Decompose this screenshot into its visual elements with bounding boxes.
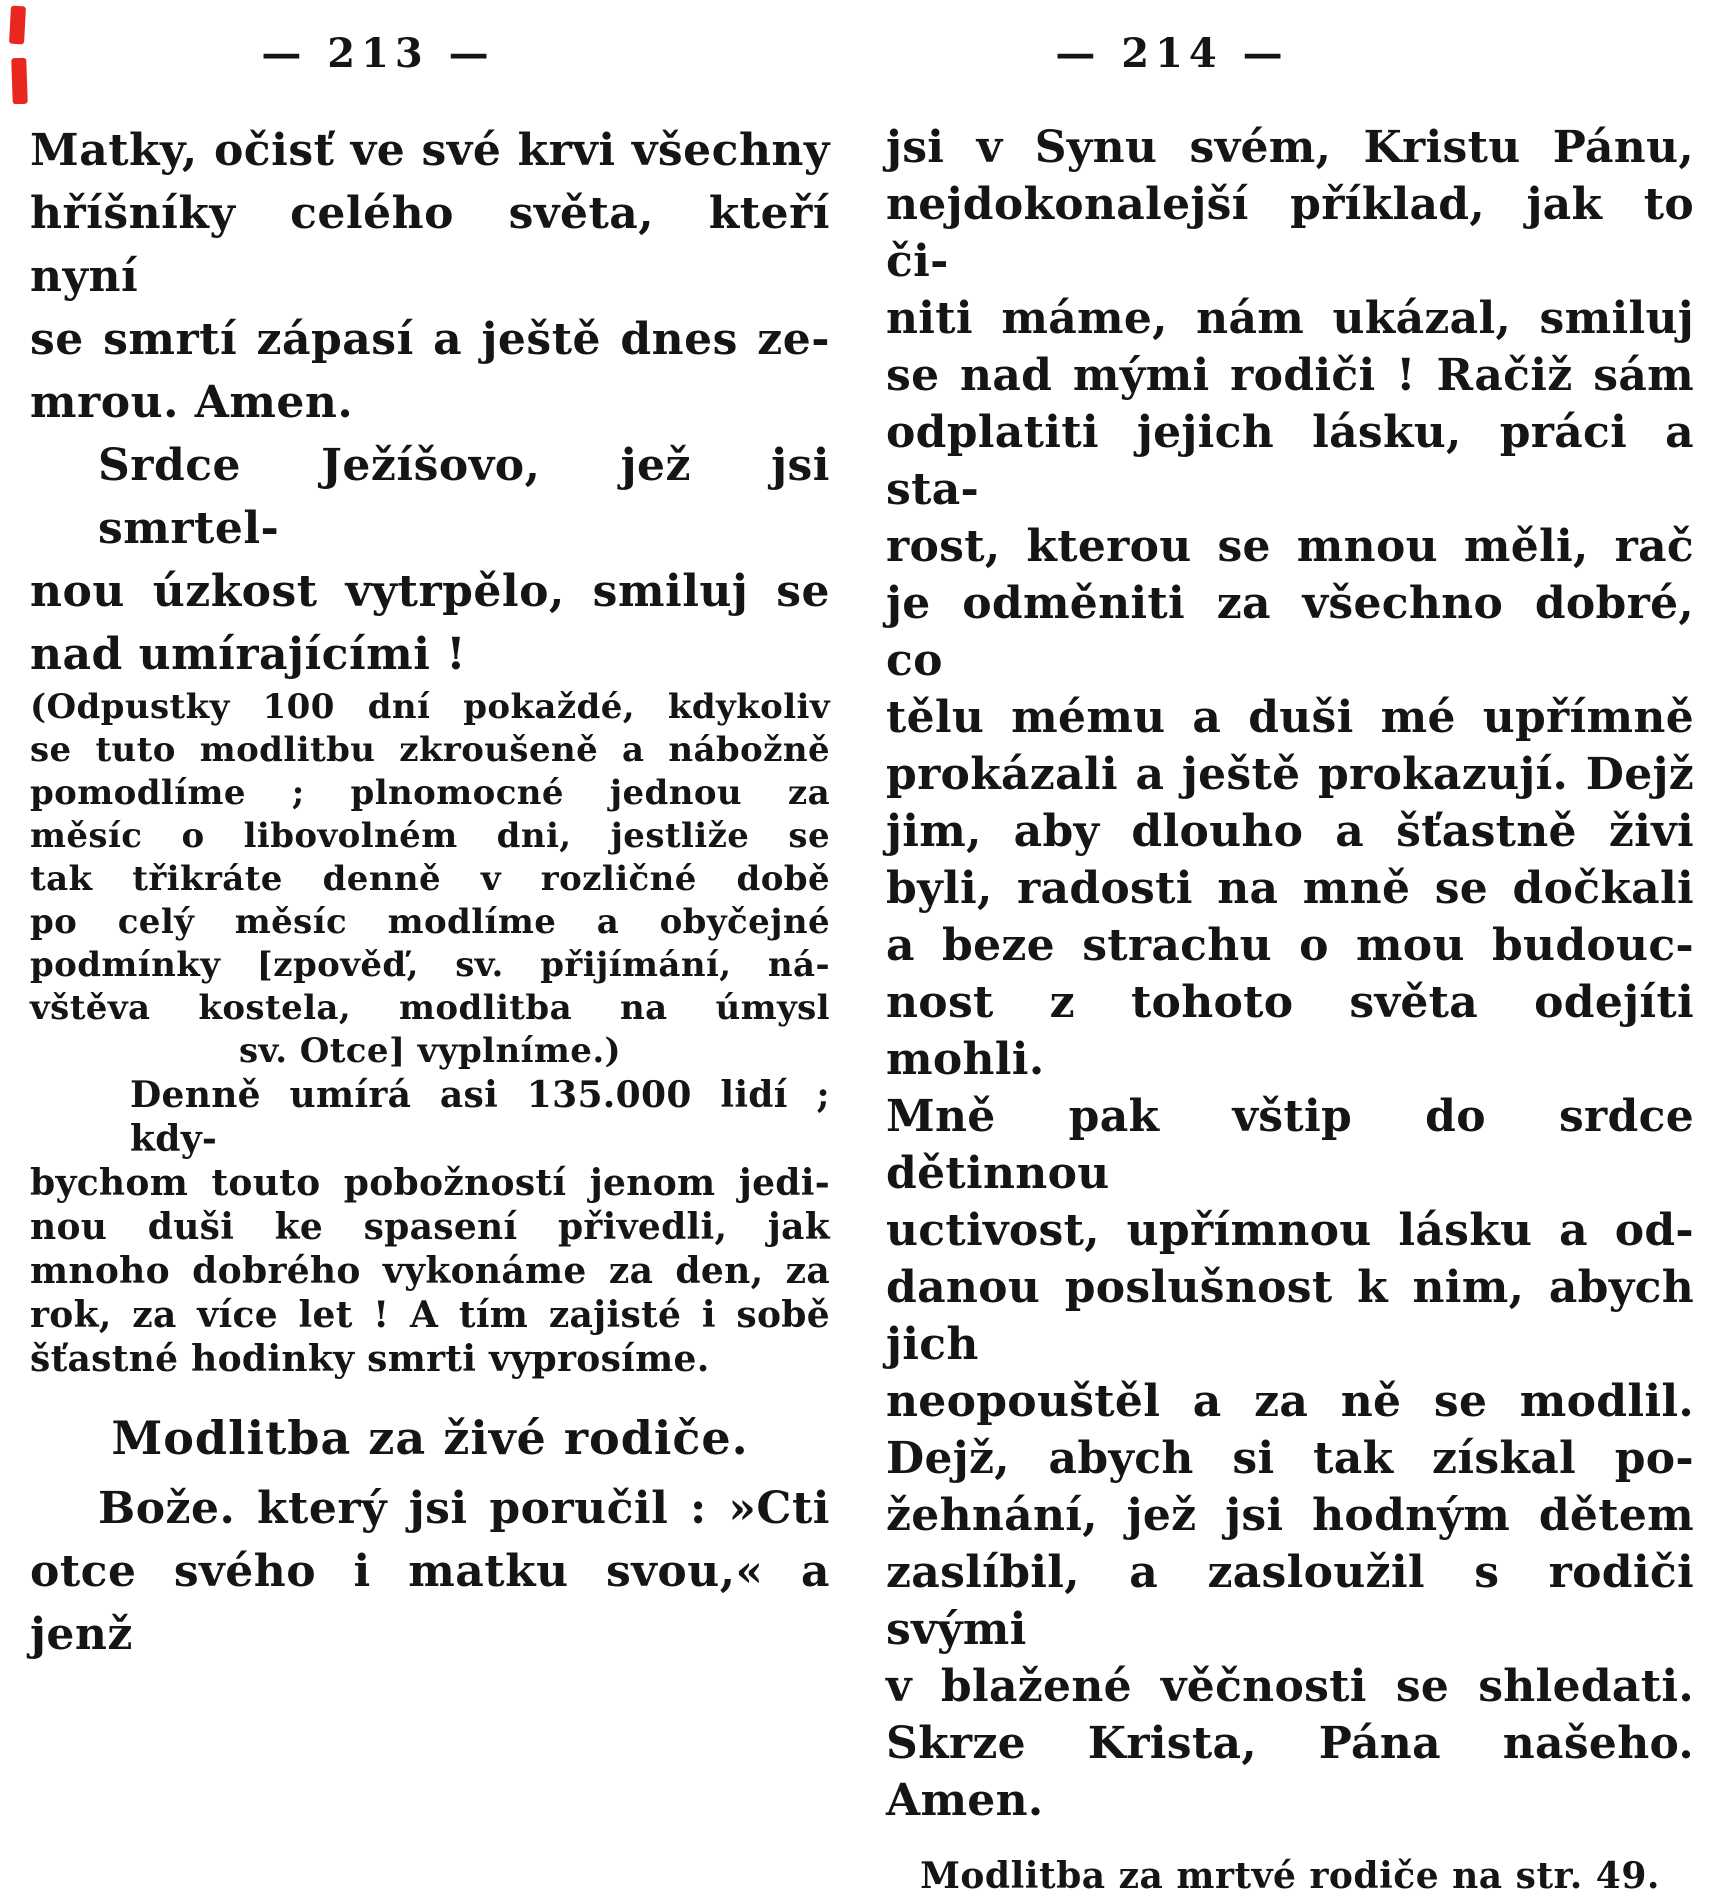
- text-line: nost z tohoto světa odejíti mohli.: [886, 977, 1694, 1085]
- text-line: a beze strachu o mou budouc-: [886, 920, 1694, 971]
- text-line: nejdokonalejší příklad, jak to či-: [886, 179, 1694, 287]
- text-line: mrou. Amen.: [30, 377, 354, 428]
- text-line: jsi v Synu svém, Kristu Pánu,: [886, 122, 1694, 173]
- paragraph-prayer-start: [30, 1477, 830, 1666]
- text-line: sv. Otce] vyplníme.): [238, 1031, 622, 1071]
- text-line: otce svého i matku svou,« a jenž: [30, 1546, 830, 1660]
- text-line: Denně umírá asi 135.000 lidí ; kdy-: [130, 1074, 830, 1160]
- text-line: žehnání, jež jsi hodným dětem: [886, 1490, 1694, 1541]
- text-line: se tuto modlitbu zkroušeně a nábožně: [30, 730, 830, 770]
- text-line: hříšníky celého světa, kteří nyní: [30, 188, 830, 302]
- text-line: uctivost, upřímnou lásku a od-: [886, 1205, 1694, 1256]
- page-214: [886, 0, 1694, 1897]
- paragraph-prayer-continued: [886, 119, 1694, 1829]
- text-line: měsíc o libovolném dni, jestliže se: [30, 816, 830, 856]
- text-line: Bože. který jsi poručil : »Cti: [98, 1483, 830, 1534]
- text-line: šťastné hodinky smrti vyprosíme.: [30, 1338, 710, 1380]
- cross-reference-note: Modlitba za mrtvé rodiče na str. 49.: [920, 1855, 1660, 1897]
- text-line: rost, kterou se mnou měli, rač: [886, 521, 1694, 572]
- text-line: bychom touto pobožností jenom jedi-: [30, 1162, 830, 1204]
- page-number-214: — 214 —: [1055, 30, 1289, 77]
- text-line: je odměniti za všechno dobré, co: [886, 578, 1694, 686]
- text-line: tak třikráte denně v rozličné době: [30, 859, 830, 899]
- text-line: neopouštěl a za ně se modlil.: [886, 1376, 1694, 1427]
- text-line: Mně pak vštip do srdce dětinnou: [886, 1091, 1694, 1199]
- text-line: Srdce Ježíšovo, jež jsi smrtel-: [98, 440, 830, 554]
- paragraph-dying-sinners: [30, 119, 830, 434]
- text-line: se smrtí zápasí a ještě dnes ze-: [30, 314, 830, 365]
- text-line: Skrze Krista, Pána našeho. Amen.: [886, 1718, 1694, 1826]
- text-line: po celý měsíc modlíme a obyčejné: [30, 902, 830, 942]
- text-line: odplatiti jejich lásku, práci a sta-: [886, 407, 1694, 515]
- daily-deaths-note: [30, 1073, 830, 1381]
- text-line: mnoho dobrého vykonáme za den, za: [30, 1250, 830, 1292]
- text-line: v blažené věčnosti se shledati.: [886, 1661, 1694, 1712]
- text-line: prokázali a ještě prokazují. Dejž: [886, 749, 1694, 800]
- text-line: se nad mými rodiči ! Račiž sám: [886, 350, 1694, 401]
- text-line: danou poslušnost k nim, abych jich: [886, 1262, 1694, 1370]
- text-line: niti máme, nám ukázal, smiluj: [886, 293, 1694, 344]
- text-line: tělu mému a duši mé upřímně: [886, 692, 1694, 743]
- paragraph-heart-of-jesus: [30, 434, 830, 686]
- text-line: Dejž, abych si tak získal po-: [886, 1433, 1694, 1484]
- page-number-213: — 213 —: [261, 30, 495, 77]
- text-line: pomodlíme ; plnomocné jednou za: [30, 773, 830, 813]
- text-line: nou duši ke spasení přivedli, jak: [30, 1206, 830, 1248]
- text-line: (Odpustky 100 dní pokaždé, kdykoliv: [30, 687, 830, 727]
- text-line: jim, aby dlouho a šťastně živi: [886, 806, 1694, 857]
- indulgence-rubric: [30, 686, 830, 1073]
- text-line: byli, radosti na mně se dočkali: [886, 863, 1694, 914]
- text-line: rok, za více let ! A tím zajisté i sobě: [30, 1294, 830, 1336]
- text-line: vštěva kostela, modlitba na úmysl: [30, 988, 830, 1028]
- page-213: [30, 0, 830, 1666]
- text-line: nad umírajícími !: [30, 629, 467, 680]
- text-line: zaslíbil, a zasloužil s rodiči svými: [886, 1547, 1694, 1655]
- text-line: podmínky [zpověď, sv. přijímání, ná-: [30, 945, 830, 985]
- text-line: Matky, očisť ve své krvi všechny: [30, 125, 830, 176]
- prayer-heading: Modlitba za živé rodiče.: [111, 1411, 749, 1465]
- text-line: nou úzkost vytrpělo, smiluj se: [30, 566, 830, 617]
